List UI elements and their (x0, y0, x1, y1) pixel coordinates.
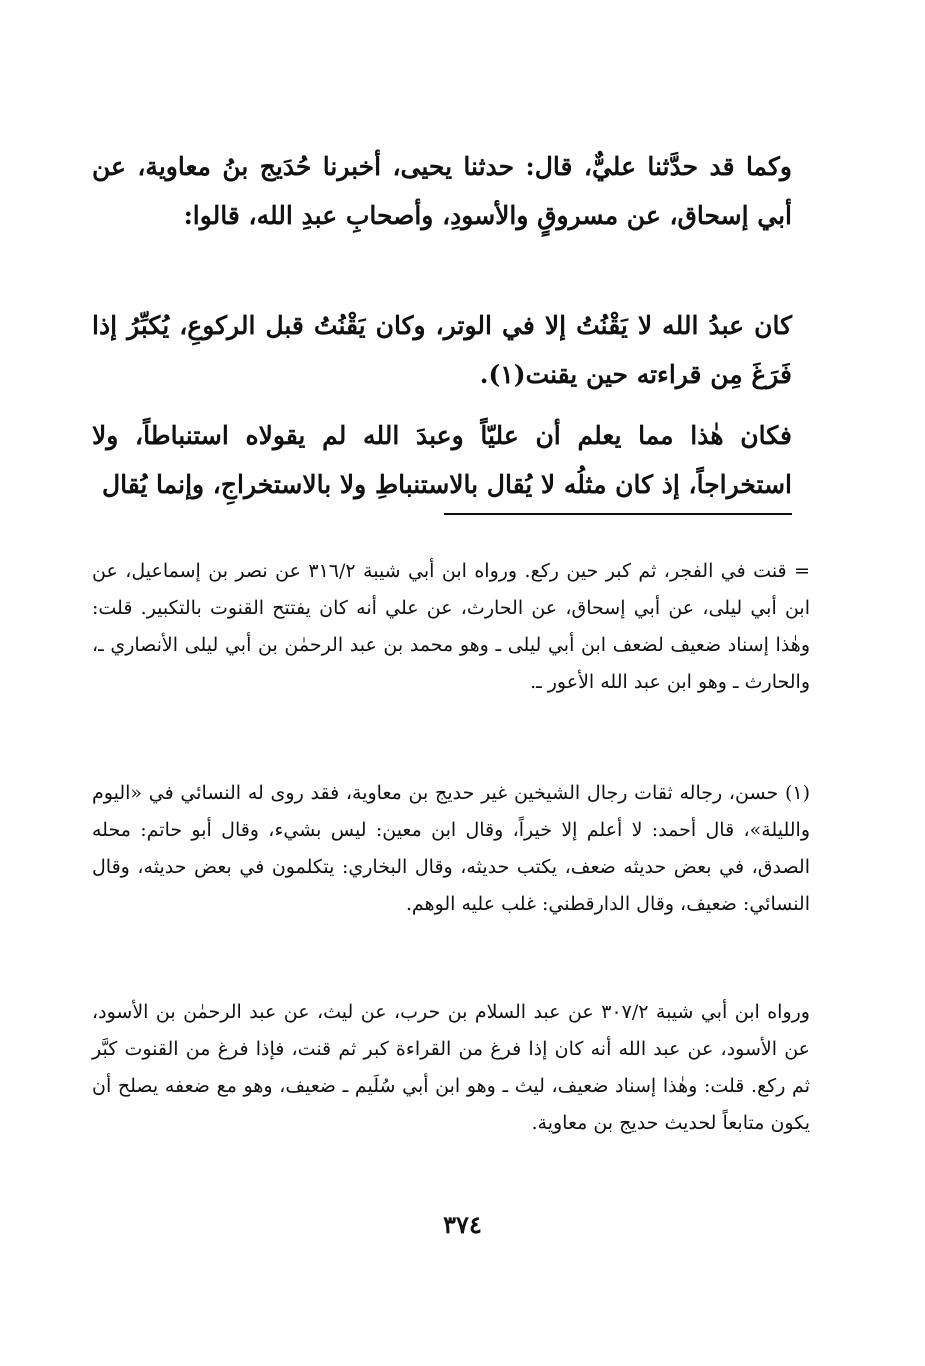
footnote-separator (444, 513, 792, 515)
page-number: ٣٧٤ (443, 1210, 482, 1239)
footnote-continuation: = قنت في الفجر، ثم كبر حين ركع. ورواه ابن أبي شيبة ٣١٦/٢ عن نصر بن إسماعيل، عن ابن أبي ليلى، عن أبي إسحاق، عن الحارث، عن علي أنه كان يفتتح القنوت بالتكبير. قلت: وهٰذا إسناد ضعيف لضعف ابن أبي ليلى ـ وهو محمد بن عبد الرحمٰن بن أبي ليلى الأنصاري ـ، والحارث ـ وهو ابن عبد الله الأعور ـ. (92, 560, 810, 693)
body-paragraph-1: وكما قد حدَّثنا عليٌّ، قال: حدثنا يحيى، أخبرنا حُدَيج بنُ معاوية، عن أبي إسحاق، عن مسروقٍ والأسودِ، وأصحابِ عبدِ الله، قالوا: (92, 152, 792, 230)
body-paragraph-2: كان عبدُ الله لا يَقْنُتُ إلا في الوتر، وكان يَقْنُتُ قبل الركوعِ، يُكبِّرُ إذا فَرَغَ مِن قراءته حين يقنت(١). (92, 311, 792, 389)
footnote-1: (١) حسن، رجاله ثقات رجال الشيخين غير حديج بن معاوية، فقد روى له النسائي في «اليوم والليلة»، قال أحمد: لا أعلم إلا خيراً، وقال ابن معين: ليس بشيء، وقال أبو حاتم: محله الصدق، في بعض حديثه ضعف، يكتب حديثه، وقال البخاري: يتكلمون في بعض حديثه، وقال النسائي: ضعيف، وقال الدارقطني: غلب عليه الوهم. (92, 782, 810, 915)
footnote-1-continuation: ورواه ابن أبي شيبة ٣٠٧/٢ عن عبد السلام بن حرب، عن ليث، عن عبد الرحمٰن بن الأسود، عن الأسود، عن عبد الله أنه كان إذا فرغ من القراءة كبر ثم قنت، فإذا فرغ من القنوت كبَّر ثم ركع. قلت: وهٰذا إسناد ضعيف، ليث ـ وهو ابن أبي سُلَيم ـ ضعيف، وهو مع ضعفه يصلح أن يكون متابعاً لحديث حديج بن معاوية. (92, 1001, 810, 1134)
body-paragraph-3: فكان هٰذا مما يعلم أن عليّاً وعبدَ الله لم يقولاه استنباطاً، ولا استخراجاً، إذ كان مثلُه لا يُقال بالاستنباطِ ولا بالاستخراجِ، وإنما يُقال (92, 421, 792, 499)
